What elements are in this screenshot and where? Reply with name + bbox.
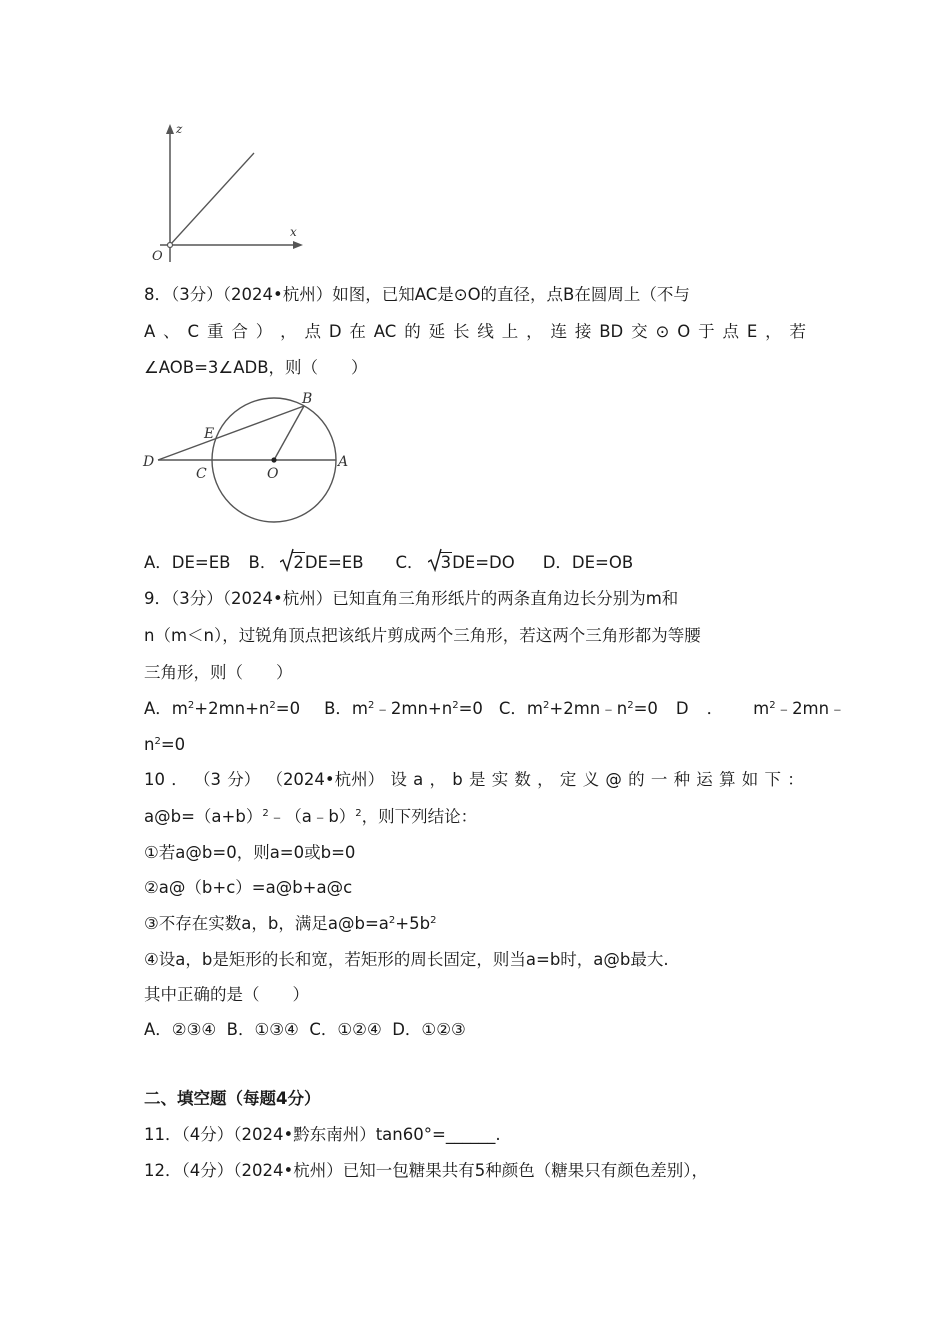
q9-line-3: 三角形，则（ ） bbox=[144, 663, 293, 682]
q11-text: 11．（4分）（2024•黔东南州）tan60°=______. bbox=[144, 1125, 501, 1144]
q8-line-2-token: 延 bbox=[428, 322, 446, 341]
q9-option-b: B．$m^2﹣2mn+n^2=0$ bbox=[324, 699, 483, 718]
q9-option-a: A．$m^2+2mn+n^2=0$ bbox=[144, 699, 301, 718]
label-c: C bbox=[196, 466, 207, 482]
q10-line-1-token: 一 bbox=[650, 770, 668, 789]
q10-line-1-token: （3 bbox=[193, 770, 221, 789]
q8-line-2-token: 若 bbox=[789, 322, 806, 341]
q10-line-1-token: 定 bbox=[559, 770, 577, 789]
q10-line-1-token: 是 bbox=[468, 770, 486, 789]
q8-line-2-token: C bbox=[187, 322, 200, 341]
label-o: O bbox=[267, 466, 279, 482]
q8-line-2-token: 在 bbox=[349, 322, 366, 341]
q10-line-1-token: ： bbox=[787, 770, 804, 789]
q8-line-2-token: 长 bbox=[452, 322, 470, 341]
q8-line-2-token: 、 bbox=[163, 322, 180, 341]
q9-options bbox=[144, 698, 846, 720]
q10-line-1-token: 10 bbox=[144, 770, 165, 789]
q8-line-2-token: AC bbox=[373, 322, 397, 341]
section-heading: 二、填空题（每题4分） bbox=[144, 1089, 321, 1108]
graph-line bbox=[170, 153, 254, 245]
q8-line-2-token: 上 bbox=[501, 322, 519, 341]
sqrt-2-symbol: 2 bbox=[280, 552, 305, 574]
x-axis-arrow bbox=[293, 241, 303, 249]
q10-options: A．②③④ B．①③④ C．①②④ D．①②③ bbox=[144, 1020, 466, 1039]
q10-prompt: 其中正确的是（ ） bbox=[144, 985, 309, 1004]
q10-line-1-token: 如 bbox=[741, 770, 759, 789]
q8-line-2-token: 点 bbox=[304, 322, 321, 341]
q8-line-2-token: A bbox=[144, 322, 156, 341]
q10-line-1-token: 运 bbox=[696, 770, 713, 789]
graph-figure bbox=[140, 120, 320, 270]
q9-option-c: C．$m^2+2mn﹣n^2=0$ bbox=[498, 699, 658, 718]
q10-line-1-token: 实 bbox=[491, 770, 509, 789]
q10-line-1-token: 算 bbox=[719, 770, 736, 789]
q10-line-1-token: 分） bbox=[227, 770, 261, 789]
q8-option-b: B． 2DE=EB bbox=[249, 553, 364, 572]
center-point bbox=[271, 457, 276, 462]
q8-line-2-token: 线 bbox=[477, 322, 494, 341]
q8-line-2-token: 的 bbox=[404, 322, 421, 341]
q8-line-2-token: E bbox=[746, 322, 758, 341]
q10-line-1-token: ， bbox=[537, 770, 554, 789]
q10-line-1-token: ． bbox=[171, 770, 188, 789]
q8-line-2-token: ， bbox=[280, 322, 297, 341]
q9-line-1: 9．（3分）（2024•杭州）已知直角三角形纸片的两条直角边长分别为m和 bbox=[144, 589, 679, 608]
q10-item-1: ①若a@b=0，则a=0或b=0 bbox=[144, 843, 356, 862]
q10-item-3: ③不存在实数a，b，满足$a@b=a^2+5b^2$ bbox=[144, 914, 437, 933]
q8-line-1: 8．（3分）（2024•杭州）如图，已知AC是⊙O的直径，点B在圆周上（不与 bbox=[144, 285, 690, 304]
origin-label: O bbox=[152, 249, 163, 264]
q8-line-2-token: D bbox=[328, 322, 342, 341]
q8-option-d: D．DE=OB bbox=[542, 553, 634, 572]
origin-point bbox=[168, 243, 173, 248]
label-d: D bbox=[143, 454, 155, 470]
line-ob bbox=[274, 406, 304, 460]
q10-line-1-token: （2024•杭州） bbox=[266, 770, 385, 789]
q10-line-1-token: b bbox=[452, 770, 463, 789]
q10-line-1-token: @ bbox=[605, 770, 622, 789]
q8-option-a: A．DE=EB bbox=[144, 553, 231, 572]
q8-line-2-token: ， bbox=[765, 322, 782, 341]
z-axis-arrow bbox=[166, 124, 174, 134]
q8-line-2-token: BD bbox=[599, 322, 624, 341]
label-b: B bbox=[302, 391, 313, 407]
q10-line-1-token: ， bbox=[429, 770, 446, 789]
q8-line-2-token: ， bbox=[526, 322, 543, 341]
q8-line-2-token: 交 bbox=[631, 322, 648, 341]
x-axis-label: x bbox=[290, 225, 297, 239]
label-a: A bbox=[338, 454, 349, 470]
q10-line-1-token: 的 bbox=[628, 770, 645, 789]
q8-line-2-token: ） bbox=[255, 322, 273, 341]
q8-line-2-token: 于 bbox=[698, 322, 715, 341]
q10-line-1-token: 下 bbox=[764, 770, 781, 789]
q8-option-c: C． 3DE=DO bbox=[396, 553, 515, 572]
q10-line-2: $a@b=(a+b)^2﹣(a﹣b)^2$，则下列结论： bbox=[144, 807, 478, 826]
q9-option-d: D ． $m^2﹣2mn﹣$ bbox=[675, 699, 846, 718]
q10-item-2: ②a@（b+c）=a@b+a@c bbox=[144, 878, 353, 897]
q8-line-2-token: 连 bbox=[550, 322, 567, 341]
label-e: E bbox=[204, 426, 215, 442]
q10-line-1 bbox=[144, 769, 804, 791]
q8-line-2-token: ⊙ bbox=[655, 322, 670, 341]
q10-line-1-token: a bbox=[413, 770, 424, 789]
q10-item-4: ④设a，b是矩形的长和宽，若矩形的周长固定，则当a=b时，a@b最大. bbox=[144, 950, 669, 969]
q8-options bbox=[144, 552, 633, 574]
q8-line-2-token: 接 bbox=[574, 322, 592, 341]
q10-line-1-token: 义 bbox=[582, 770, 600, 789]
q10-line-1-token: 种 bbox=[673, 770, 691, 789]
q8-line-3: ∠AOB=3∠ADB，则（ ） bbox=[144, 358, 368, 377]
z-axis-label: z bbox=[176, 122, 183, 136]
sqrt-3-symbol: 3 bbox=[428, 552, 453, 574]
line-db bbox=[158, 406, 304, 460]
q8-line-2-token: O bbox=[677, 322, 691, 341]
q12-text: 12．（4分）（2024•杭州）已知一包糖果共有5种颜色（糖果只有颜色差别）， bbox=[144, 1161, 708, 1180]
q9-options-cont: $n^2=0$ bbox=[144, 735, 186, 754]
q8-line-2-token: 点 bbox=[722, 322, 739, 341]
q8-line-2 bbox=[144, 321, 806, 343]
circle-figure bbox=[140, 388, 355, 528]
q8-line-2-token: 重 bbox=[206, 322, 224, 341]
q10-line-1-token: 设 bbox=[390, 770, 407, 789]
q9-line-2: n（m＜n），过锐角顶点把该纸片剪成两个三角形，若这两个三角形都为等腰 bbox=[144, 626, 701, 645]
q10-line-1-token: 数 bbox=[514, 770, 531, 789]
q8-line-2-token: 合 bbox=[231, 322, 248, 341]
